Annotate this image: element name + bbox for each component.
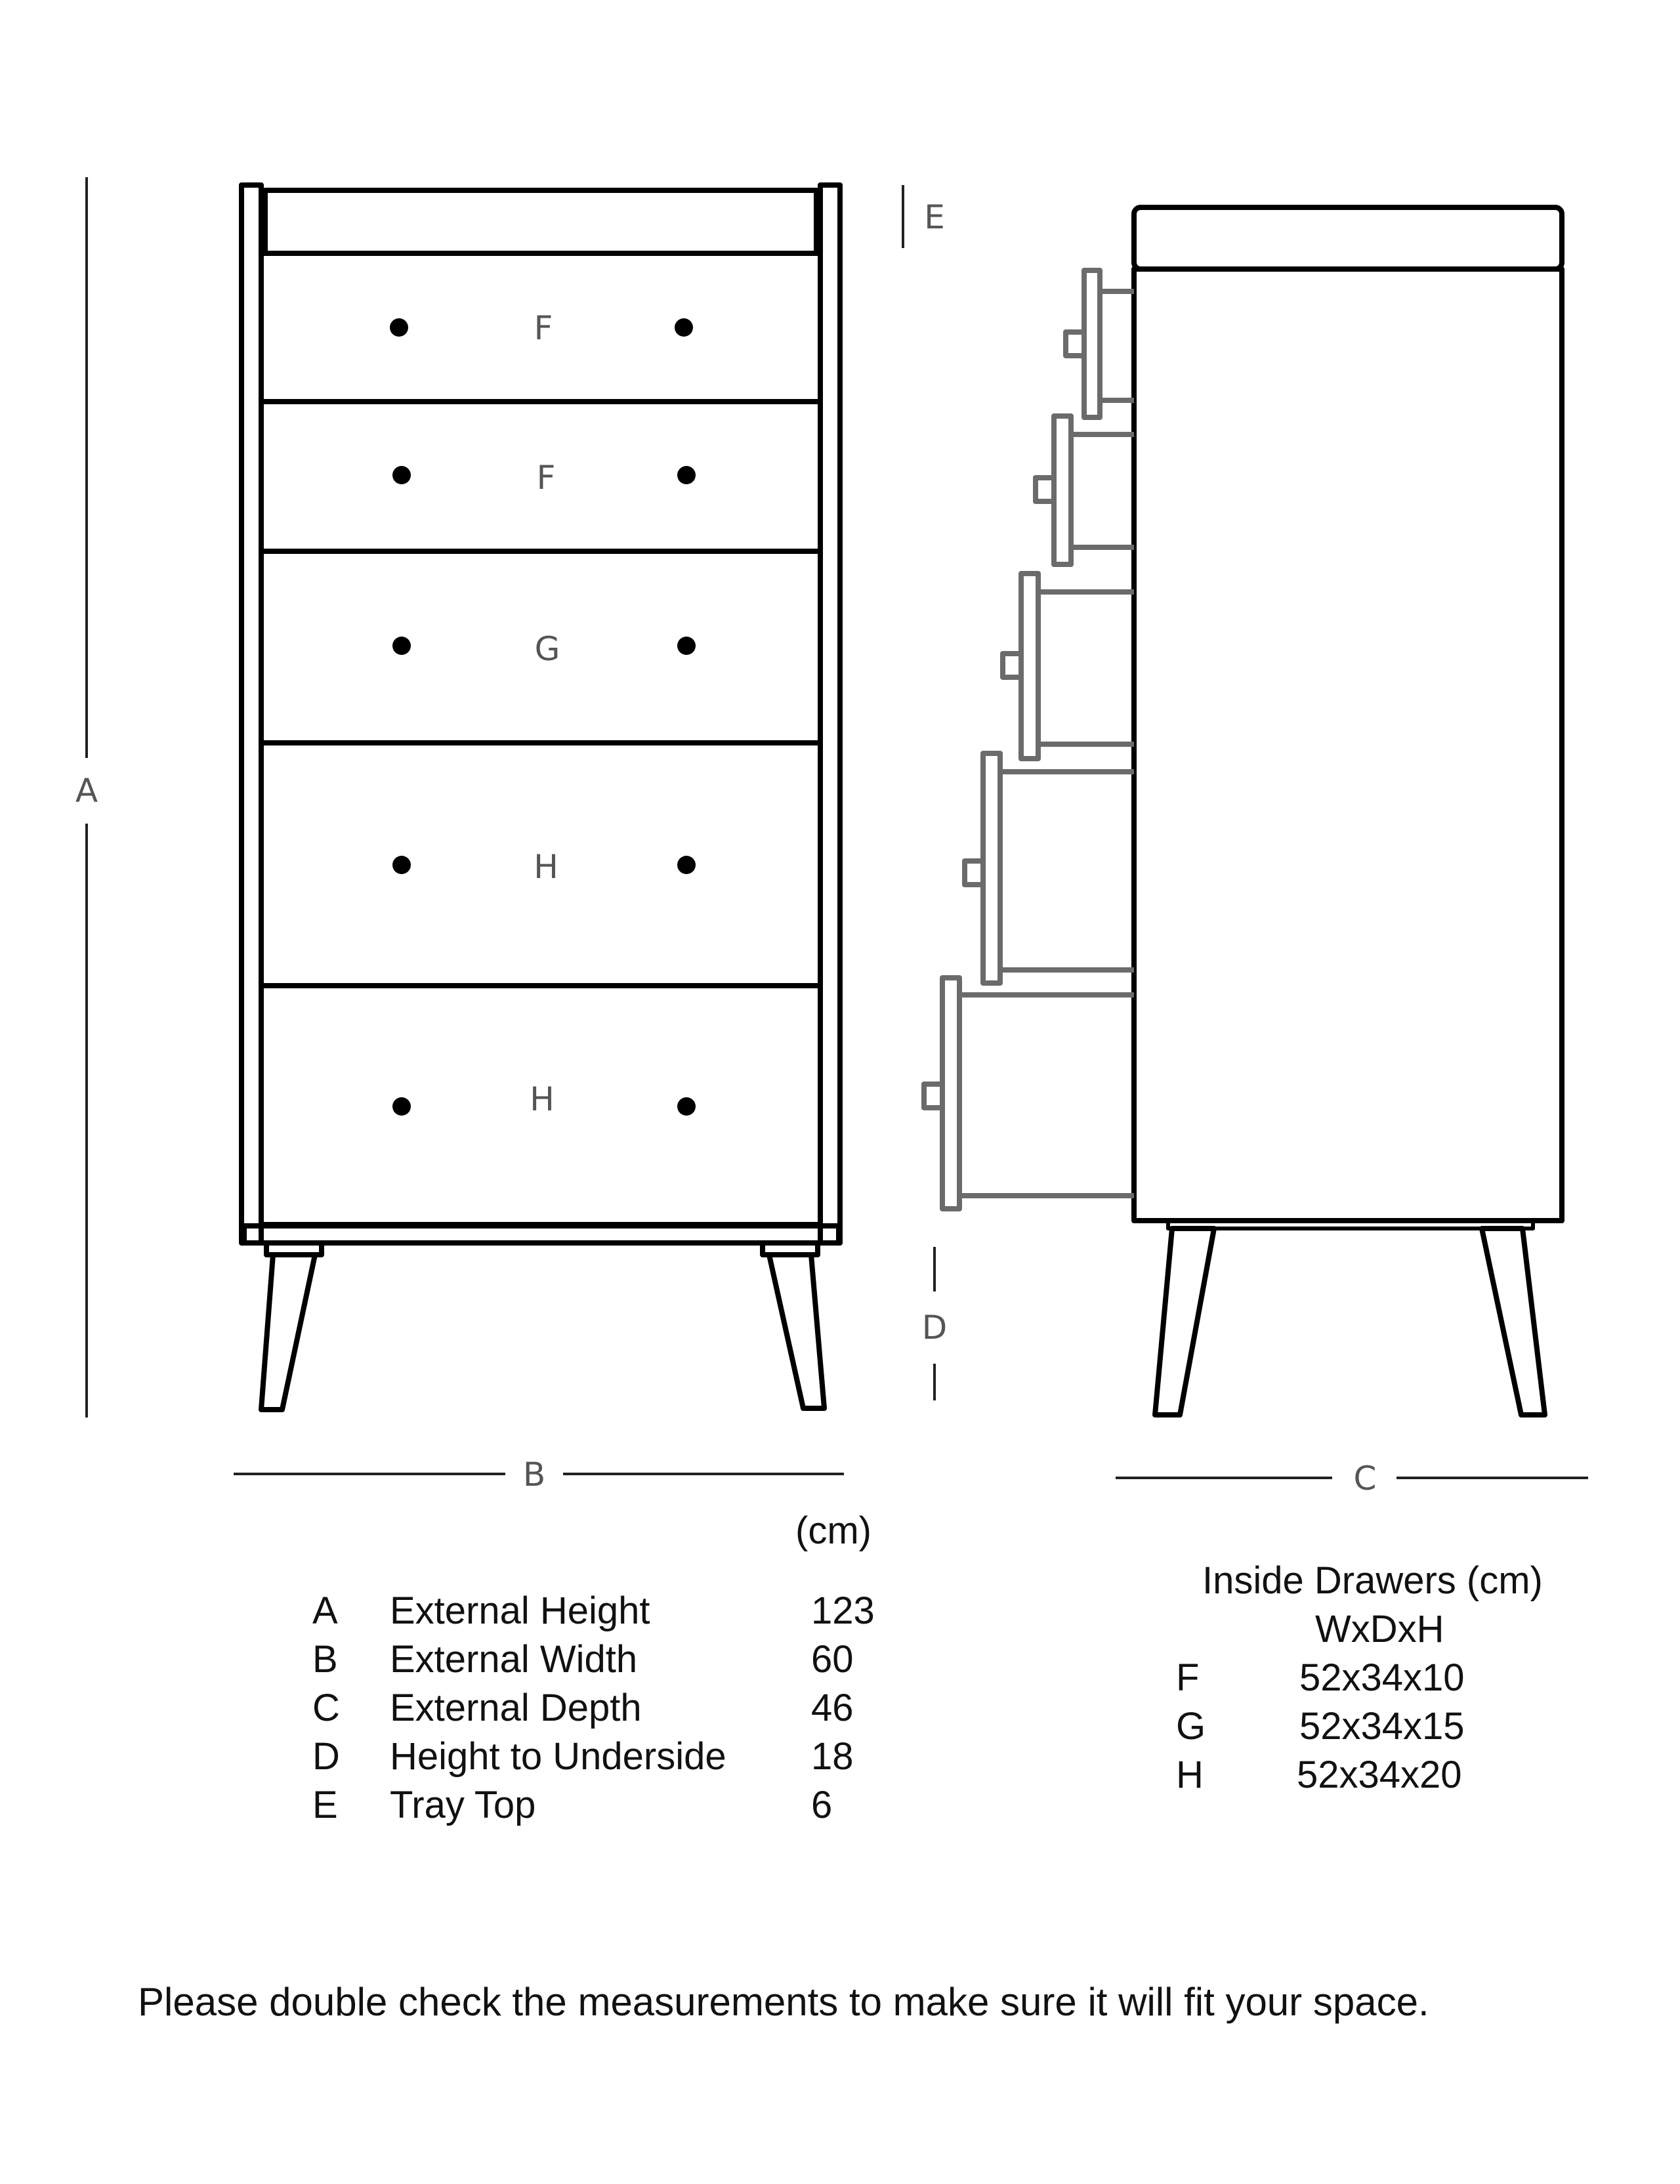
side-base [1168,1221,1533,1228]
front-leg-left [261,1255,315,1410]
front-tray-top [265,190,816,253]
front-base [244,1226,839,1243]
front-leg-right [769,1255,824,1408]
inside-key-g: G [1176,1705,1206,1748]
unit-label: (cm) [795,1509,872,1552]
knob [677,466,696,484]
row-label-a: External Height [390,1589,650,1632]
row-label-c: External Depth [390,1687,642,1729]
knob [392,466,411,484]
drawer-label-3: G [534,630,560,668]
front-right-post [820,185,840,1243]
dimension-e-label: E [924,198,945,236]
row-key-e: E [312,1784,338,1826]
side-top [1134,207,1562,269]
inside-key-f: F [1176,1656,1200,1699]
row-value-d: 18 [811,1735,854,1778]
front-view [242,185,840,1410]
row-key-a: A [312,1589,338,1632]
side-leg-front [1155,1228,1214,1415]
row-key-c: C [312,1687,340,1729]
row-value-c: 46 [811,1687,854,1729]
inside-key-h: H [1176,1754,1204,1796]
drawer-label-2: F [536,459,556,497]
footer-note: Please double check the measurements to make sure it will fit your space. [138,1980,1429,2024]
side-open-drawers [924,270,1134,1209]
inside-value-h: 52x34x20 [1297,1754,1462,1796]
row-key-b: B [312,1638,338,1681]
knob [392,856,411,874]
dimension-b-label: B [522,1456,546,1494]
inside-value-g: 52x34x15 [1299,1705,1465,1748]
inside-value-f: 52x34x10 [1299,1656,1465,1699]
drawer-label-1: F [534,309,553,347]
inside-title: Inside Drawers (cm) [1202,1559,1543,1602]
knob [392,637,411,655]
row-label-b: External Width [390,1638,638,1681]
knob [677,856,696,874]
row-label-d: Height to Underside [390,1735,726,1778]
knob [390,318,408,337]
side-body [1134,269,1562,1221]
knob [675,318,693,337]
row-key-d: D [312,1735,340,1778]
knob [392,1097,411,1116]
side-view [1134,207,1562,1415]
dimension-d-label: D [921,1309,948,1347]
dimension-c-label: C [1353,1460,1377,1498]
row-value-a: 123 [811,1589,875,1632]
inside-subtitle: WxDxH [1315,1608,1444,1650]
row-value-e: 6 [811,1784,833,1826]
drawer-label-5: H [530,1080,555,1118]
front-knobs [390,318,696,1116]
side-leg-back [1482,1228,1545,1415]
row-label-e: Tray Top [390,1784,536,1826]
row-value-b: 60 [811,1638,854,1681]
dimension-a-label: A [75,772,98,810]
front-left-post [242,185,261,1243]
drawer-label-4: H [534,848,558,886]
knob [677,1097,696,1116]
knob [677,637,696,655]
